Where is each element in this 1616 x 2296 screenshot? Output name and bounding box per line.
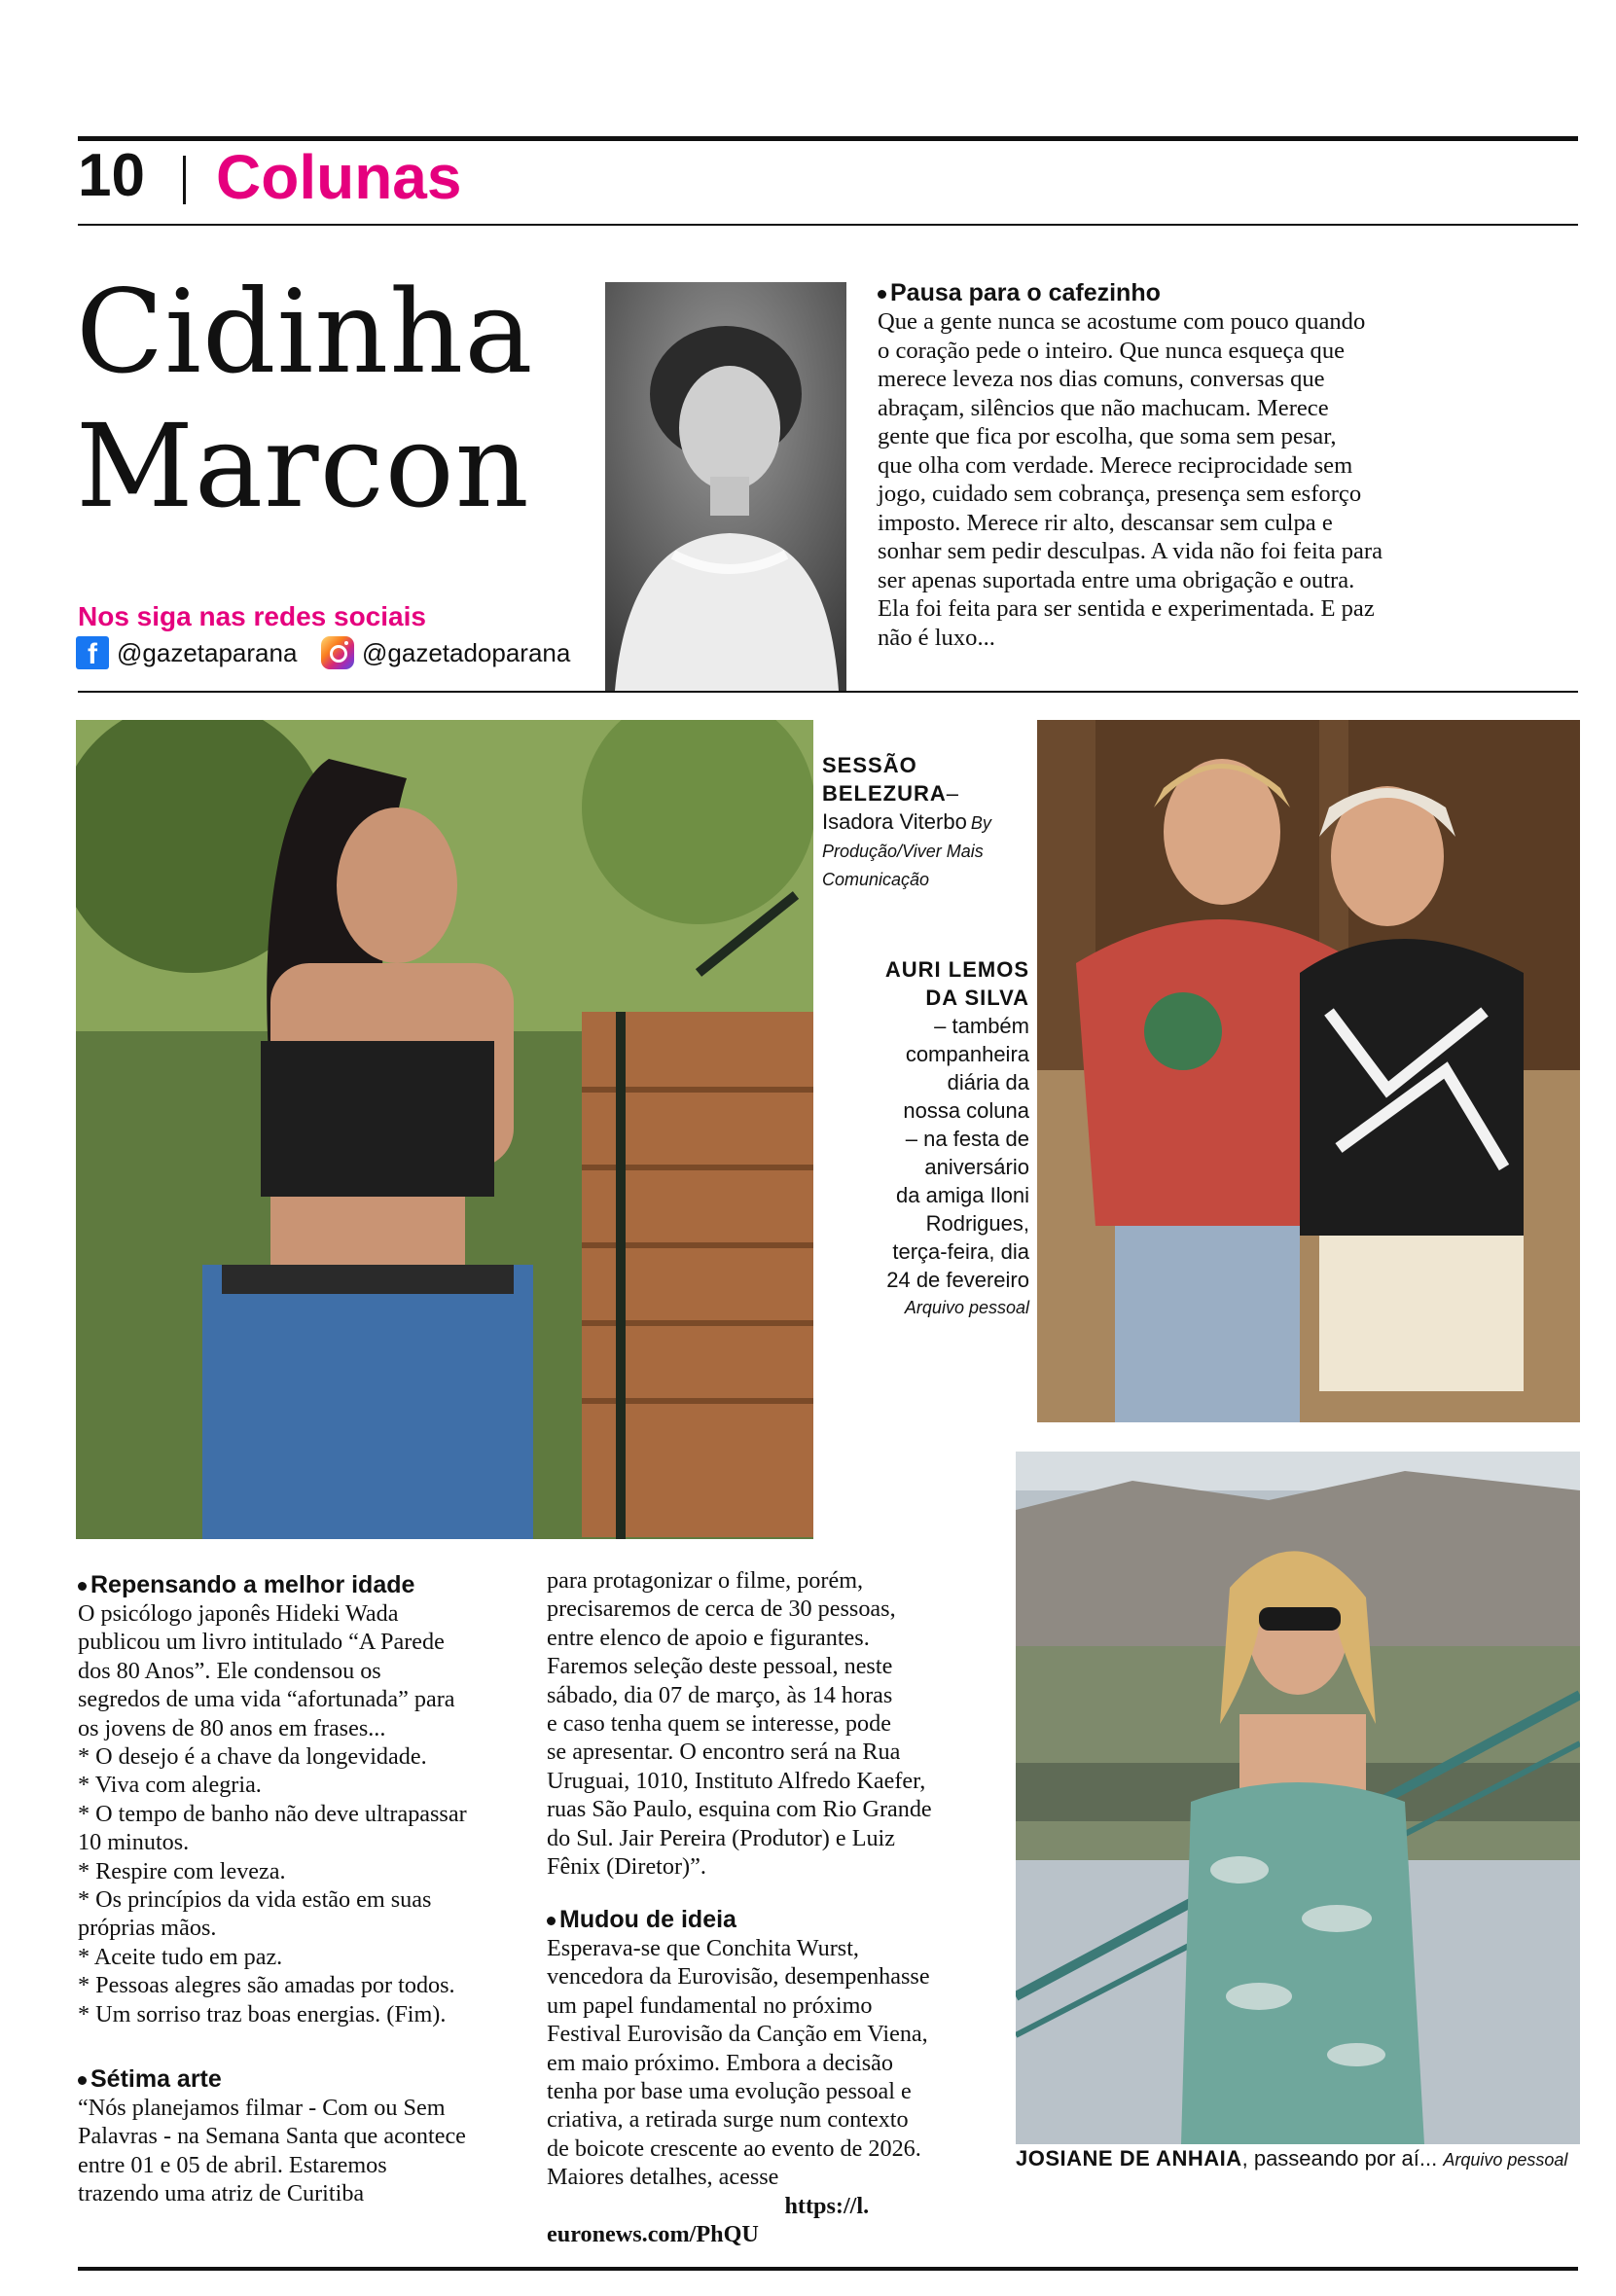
setima-body: “Nós planejamos filmar - Com ou Sem Palavras - na Semana Santa que acontece entre 01 e 05 de abril. Estaremos trazendo uma atriz de Curitiba [78, 2095, 466, 2207]
auri-line: 24 de fevereiro [886, 1268, 1029, 1292]
auri-line: nossa coluna [903, 1098, 1029, 1123]
facebook-icon: f [76, 636, 109, 669]
auri-line: companheira [905, 1042, 1029, 1066]
mudou-link-1[interactable]: https://l. [784, 2192, 870, 2219]
sessao-dash: – [946, 781, 959, 806]
bullet-dot-icon [78, 1582, 87, 1591]
sessao-name: Isadora Viterbo [822, 809, 967, 834]
columnist-last-name: Marcon [76, 399, 530, 533]
facebook-link[interactable] [76, 634, 297, 671]
auri-name-1: AURI LEMOS [884, 957, 1029, 982]
instagram-icon [321, 636, 354, 669]
josiane-credit: Arquivo pessoal [1443, 2150, 1568, 2170]
bullet-dot-icon [547, 1917, 556, 1925]
follow-label: Nos siga nas redes sociais [78, 601, 426, 631]
sessao-title-2: BELEZURA [822, 781, 947, 806]
josiane-text: , passeando por aí... [1241, 2146, 1438, 2170]
auri-line: diária da [947, 1070, 1029, 1094]
isadora-photo [76, 720, 813, 1539]
facebook-handle: @gazetaparana [117, 637, 298, 667]
top-rule [78, 136, 1578, 141]
josiane-caption [1016, 2144, 1580, 2174]
mudou-title: Mudou de ideia [547, 1905, 1014, 1934]
bullet-dot-icon [78, 2076, 87, 2085]
auri-line: terça-feira, dia [892, 1239, 1029, 1264]
josiane-photo [1016, 1452, 1580, 2144]
columnist-first-name: Cidinha [76, 265, 534, 399]
sessao-title-1: SESSÃO [822, 753, 917, 777]
auri-line: Rodrigues, [925, 1211, 1029, 1236]
sessao-credit-by: By [970, 813, 991, 833]
mudou-body: Esperava-se que Conchita Wurst, vencedora da Eurovisão, desempenhasse um papel fundamental no próximo Festival Eurovisão da Canção em Viena, em maio próximo. Embora a decisão tenha por base uma evolução pessoal e criativa, a retirada surge num contexto de boicote crescente ao evento de 2026. Maiores detalhes, acesse [547, 1935, 930, 2191]
bullet-dot-icon [878, 290, 886, 299]
columnist-photo [605, 282, 846, 691]
josiane-name: JOSIANE DE ANHAIA [1016, 2146, 1242, 2170]
sessao-title-2-row [822, 779, 1026, 807]
auri-photo [1037, 720, 1580, 1422]
instagram-handle: @gazetadoparana [362, 637, 571, 667]
header-separator [183, 156, 186, 204]
sessao-credit-2: Produção/Viver Mais [822, 842, 984, 861]
auri-line: – na festa de [905, 1127, 1029, 1151]
repensando-body: O psicólogo japonês Hideki Wada publicou um livro intitulado “A Parede dos 80 Anos”. Ele condensou os segredos de uma vida “afortunada” para os jovens de 80 anos em frases... * O desejo é a chave da longevidade. * Viva com alegria. * O tempo de banho não deve ultrapassar 10 minutos. * Respire com leveza. * Os princípios da vida estão em suas próprias mãos. * Aceite tudo em paz. * Pessoas alegres são amadas por todos. * Um sorriso traz boas energias. (Fim). [78, 1600, 467, 2027]
pausa-body: Que a gente nunca se acostume com pouco quando o coração pede o inteiro. Que nunca esqueça que merece leveza nos dias comuns, conversas que abraçam, silêncios que não machucam. Merece gente que fica por escolha, que soma sem pesar, que olha com verdade. Merece reciprocidade sem jogo, cuidado sem cobrança, presença sem esforço imposto. Merece rir alto, descansar sem culpa e sonhar sem pedir desculpas. A vida não foi feita para ser apenas suportada entre uma obrigação e outra. Ela foi feita para ser sentida e experimentada. E paz não é luxo... [878, 308, 1383, 651]
repensando-title: Repensando a melhor idade [78, 1570, 564, 1599]
pausa-title: Pausa para o cafezinho [878, 278, 1578, 307]
instagram-link[interactable] [321, 634, 570, 671]
auri-line: aniversário [924, 1155, 1029, 1179]
section-title: Colunas [216, 142, 462, 212]
section-rule-1 [78, 691, 1578, 693]
header-bottom-rule [78, 224, 1578, 226]
setima-title: Sétima arte [78, 2064, 564, 2094]
mudou-link-2[interactable]: euronews.com/PhQU [547, 2221, 759, 2248]
auri-credit: Arquivo pessoal [904, 1298, 1029, 1317]
auri-line: da amiga Iloni [896, 1183, 1029, 1207]
page-number: 10 [78, 142, 145, 209]
setima-continuation: para protagonizar o filme, porém, precisaremos de cerca de 30 pessoas, entre elenco de apoio e figurantes. Faremos seleção deste pessoal, neste sábado, dia 07 de março, às 14 horas e caso tenha quem se interesse, pode se apresentar. O encontro será na Rua Uruguai, 1010, Instituto Alfredo Kaefer, ruas São Paulo, esquina com Rio Grande do Sul. Jair Pereira (Produtor) e Luiz Fênix (Diretor)”. [547, 1567, 932, 1881]
sessao-credit-3: Comunicação [822, 870, 930, 889]
bottom-rule [78, 2267, 1578, 2271]
auri-line: – também [934, 1014, 1029, 1038]
sessao-name-row [822, 807, 1026, 838]
auri-name-2: DA SILVA [925, 986, 1029, 1010]
